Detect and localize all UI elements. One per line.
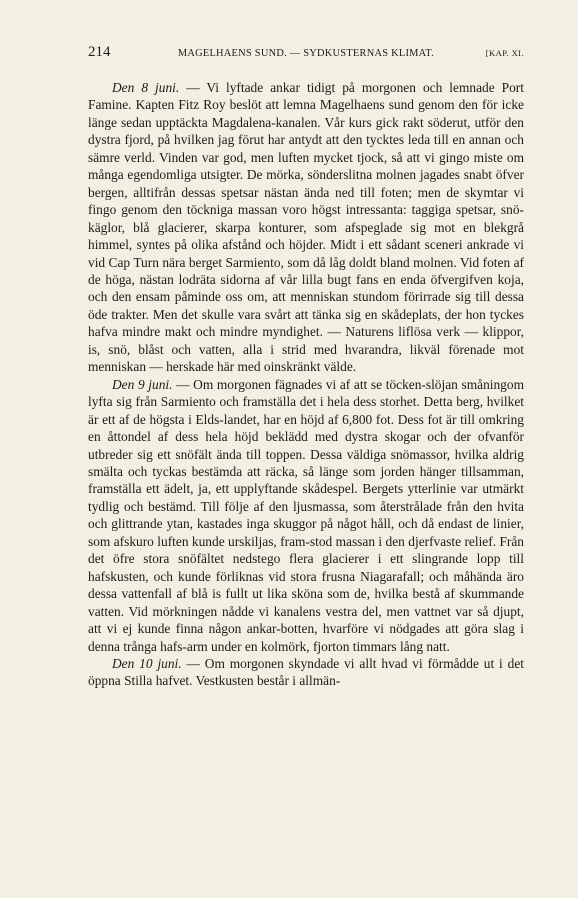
page-body: [88, 79, 524, 690]
running-title: MAGELHAENS SUND. — SYDKUSTERNAS KLIMAT.: [177, 48, 434, 59]
entry-text: — Om morgonen fägnades vi af att se töcken-slöjan småningom lyfta sig från Sarmiento och framställa det i hela dess storhet. Detta berg, hvilket är ett af de högsta i Elds-landet, har en höjd af 6,800 fot. Dess fot är till omkring en åttondel af dess hela höjd beklädd med dystra skogar och der ofvanför utbreder sig ett snöfält ända till toppen. Dessa väldiga snömassor, hvilka aldrig smälta och tyckas bestämda att räcka, så länge som jorden hänger tillsamman, framställa ett ädelt, ja, ett upplyftande skådespel. Bergets ytterlinie var utmärkt tydlig och bestämd. Till följe af den ljusmassa, som återstrålade från den hvita och glittrande ytan, kastades inga skuggor på något håll, och då endast de linier, som afskuro luften kunde urskiljas, fram-stod massan i den djerfvaste relief. Från det öfre stora snöfältet nedstego flera glacierer i ett slingrande lopp till hafskusten, och kunde förliknas vid stora frusna Niagarafall; och måhända äro dessa vattenfall af blå is fullt ut lika sköna som de, hvilka bestå af skummande vatten. Vid mörkningen nådde vi kanalens vestra del, men vattnet var så djupt, att vi ej kunde finna någon ankar-botten, hvarföre vi nödgades att göra slag i denna trånga hafs-arm under en kolmörk, fjorton timmars lång natt.: [88, 376, 524, 654]
diary-entry-june-9: [88, 376, 524, 655]
entry-date: Den 10 juni.: [112, 655, 182, 671]
entry-date: Den 8 juni.: [112, 80, 180, 95]
chapter-label: [KAP. XI.: [485, 48, 524, 58]
diary-entry-june-8: [88, 79, 524, 376]
page-number: 214: [88, 44, 111, 60]
diary-entry-june-10: [88, 655, 524, 690]
page-header: [88, 44, 524, 64]
entry-text: — Vi lyftade ankar tidigt på morgonen och lemnade Port Famine. Kapten Fitz Roy beslöt att lemna Magelhaens sund genom den för icke länge sedan upptäckta Magdalena-kanalen. Vår kurs gick rakt söderut, utför den dystra fjord, på hvilken jag förut har antydt att den tycktes leda till en annan och sämre verld. Vinden var god, men luften mycket tjock, så att vi gingo miste om många egendomliga utsigter. De mörka, sönderslitna molnen jagades snabt öfver bergen, alltifrån dessas spetsar nästan ända ned till foten; men de skymtar vi fingo genom den töckniga massan voro högst intressanta: taggiga spetsar, snö-käglor, blå glacierer, skarpa konturer, som afspeglade sig mot en blekgrå himmel, syntes på olika afstånd och höjder. Midt i ett sådant sceneri ankrade vi vid Cap Turn nära berget Sarmiento, som då låg doldt bland molnen. Vid foten af de höga, nästan lodräta sidorna af vår lilla bugt fans en enda öfvergifven koja, och den ensam påminde oss om, att menniskan stundom förirrade sig till dessa öde trakter. Men det skulle vara svårt att tänka sig en skådeplats, der hon tyckes hafva mindre makt och mindre myndighet. — Naturens liflösa verk — klippor, is, snö, blåst och vatten, alla i strid med hvarandra, likväl förenade mot menniskan — herskade här med oinskränkt välde.: [88, 80, 524, 375]
entry-text: — Om morgonen skyndade vi allt hvad vi förmådde ut i det öppna Stilla hafvet. Vestkusten består i allmän-: [88, 655, 525, 689]
entry-date: Den 9 juni.: [112, 376, 173, 392]
